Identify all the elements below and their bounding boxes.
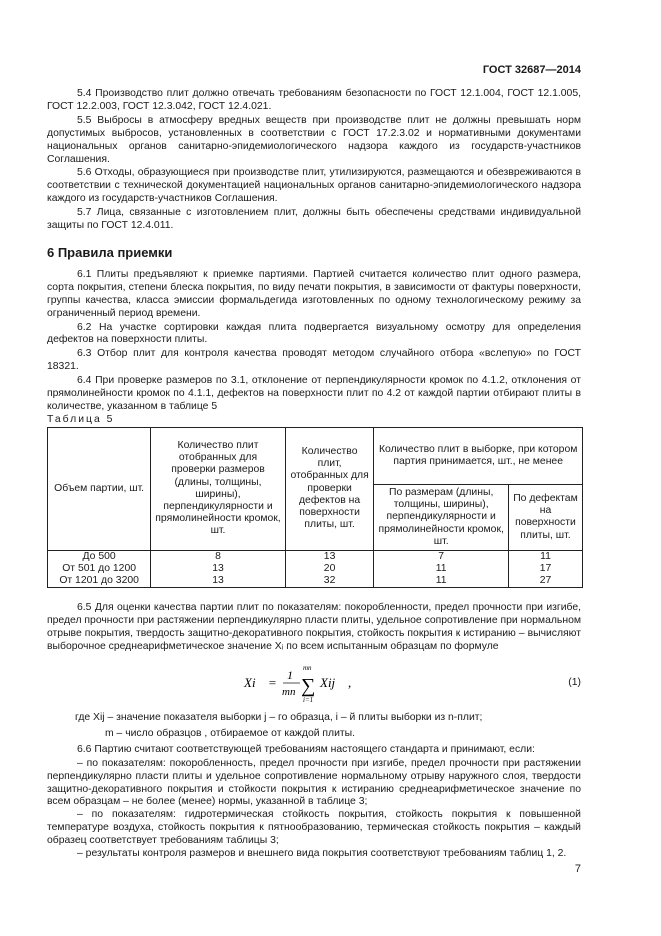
table-row bbox=[48, 563, 583, 575]
cell-lot: От 1201 до 3200 bbox=[48, 575, 151, 588]
cell-lot: От 501 до 1200 bbox=[48, 563, 151, 575]
paragraph-6-1: 6.1 Плиты предъявляют к приемке партиями. Партией считается количество плит одного размера, сорта покрытия, степени блеска покрытия, по виду печати покрытия, в зависимости от фактуры поверхности, группы качества, класса эмиссии формальдегида изготовленных по одному технологическому режиму за ограниченный период времени. bbox=[47, 268, 581, 319]
paragraph-5-7: 5.7 Лица, связанные с изготовлением плит, должны быть обеспечены средствами индивидуальной защиты по ГОСТ 12.4.011. bbox=[47, 207, 581, 232]
cell-acc-sizes: 11 bbox=[374, 563, 509, 575]
table-caption: Таблица 5 bbox=[47, 413, 115, 425]
header-lot-size: Объем партии, шт. bbox=[48, 427, 151, 550]
paragraph-6-2: 6.2 На участке сортировки каждая плита подвергается визуальному осмотру для определения дефектов на поверхности плиты. bbox=[47, 321, 581, 346]
table-row bbox=[48, 550, 583, 563]
formula-equals: = bbox=[268, 674, 277, 690]
header-accept-sizes: По размерам (длины, толщины, ширины), перпендикулярности и прямолинейности кромок, шт. bbox=[374, 485, 509, 551]
paragraph-5-4: 5.4 Производство плит должно отвечать требованиям безопасности по ГОСТ 12.1.004, ГОСТ 12.1.005, ГОСТ 12.2.003, ГОСТ 12.3.042, ГОСТ 12.4.021. bbox=[47, 88, 581, 112]
formula-1 bbox=[47, 658, 581, 710]
sum-lower-limit: i=1 bbox=[303, 695, 314, 704]
cell-acc-sizes: 7 bbox=[374, 550, 509, 563]
document-code: ГОСТ 32687—2014 bbox=[482, 64, 581, 76]
cell-defects: 20 bbox=[285, 563, 374, 575]
formula-denominator: mn bbox=[282, 685, 296, 698]
cell-acc-defects: 27 bbox=[508, 575, 582, 588]
cell-selected: 8 bbox=[151, 550, 286, 563]
paragraph-5-6: 5.6 Отходы, образующиеся при производстве плит, утилизируются, размещаются и обезвреживаются в соответствии с технической документацией национальных органов санитарно-эпидемиологического надзора каждого из государств-участников Соглашения. bbox=[47, 167, 581, 205]
paragraph-6-5: 6.5 Для оценки качества партии плит по показателям: покоробленности, предел прочности при изгибе, предел прочности при растяжении перпендикулярно пласти плиты, удельное сопротивление при нормальном отрыве покрытия, твердость защитно-декоративного покрытия, стойкость покрытия к истиранию – вычисляют выборочное среднеарифметическое значение Xᵢ по всем испытанным образцам по формуле bbox=[47, 602, 581, 653]
formula-expression bbox=[242, 662, 392, 710]
paragraph-5-5: 5.5 Выбросы в атмосферу вредных веществ при производстве плит не должны превышать норм допустимых выбросов, установленных в соответствии с ГОСТ 17.2.3.02 и нормативными документами национальных органов санитарно-эпидемиологического надзора каждого из государств-участников Соглашения. bbox=[47, 114, 581, 165]
paragraph-6-4: 6.4 При проверке размеров по 3.1, отклонение от перпендикулярности кромок по 4.1.2, отклонения от прямолинейности кромок по 4.1.1, дефектов на поверхности плит по 4.2 от каждой партии отбирают плиты в количестве, указанном в таблице 5 bbox=[47, 375, 581, 412]
paragraph-6-6: 6.6 Партию считают соответствующей требованиям настоящего стандарта и принимают, если: bbox=[77, 743, 535, 755]
list-item: – по показателям: покоробленность, предел прочности при изгибе, предел прочности при растяжении перпендикулярно пласти плиты и удельное сопротивление нормальному отрыву наружного слоя, твердости защитно-декоративного покрытия и стойкости покрытия к истиранию среднеарифметическое значение по всем образцам – не более (менее) нормы, указанной в таблице 3; bbox=[47, 757, 581, 808]
cell-acc-sizes: 11 bbox=[374, 575, 509, 588]
formula-term: Xij bbox=[320, 674, 336, 690]
cell-lot: До 500 bbox=[48, 550, 151, 563]
sum-upper-limit: mn bbox=[303, 663, 312, 672]
paragraph-6-3: 6.3 Отбор плит для контроля качества проводят методом случайного отбора «вслепую» по ГОСТ 18321. bbox=[47, 348, 581, 373]
formula-lhs: Xi bbox=[244, 674, 256, 690]
cell-selected: 13 bbox=[151, 575, 286, 588]
list-item: – по показателям: гидротермическая стойкость покрытия, стойкость покрытия к повышенной температуре воздуха, стойкость покрытия к пятнообразованию, термическая стойкость покрытия – каждый образец соответствует требованиям таблицы 3; bbox=[47, 809, 581, 847]
formula-comma: , bbox=[348, 674, 352, 690]
page-content bbox=[47, 88, 581, 861]
cell-acc-defects: 17 bbox=[508, 563, 582, 575]
table-5 bbox=[47, 427, 583, 589]
list-item: – результаты контроля размеров и внешнего вида покрытия соответствуют требованиям таблиц 1, 2. bbox=[77, 848, 567, 860]
header-accept-count: Количество плит в выборке, при котором партия принимается, шт., не менее bbox=[374, 427, 583, 484]
formula-numerator: 1 bbox=[287, 667, 293, 682]
cell-defects: 13 bbox=[285, 550, 374, 563]
cell-defects: 32 bbox=[285, 575, 374, 588]
header-defect-count: Количество плит, отобранных для проверки дефектов на поверхности плиты, шт. bbox=[285, 427, 374, 550]
header-selected-count: Количество плит отобранных для проверки размеров (длины, толщины, ширины), перпендикулярности и прямолинейности кромок, шт. bbox=[151, 427, 286, 550]
section-heading: 6 Правила приемки bbox=[47, 244, 173, 260]
sum-sign: ∑ bbox=[301, 674, 316, 697]
table-row bbox=[48, 575, 583, 588]
formula-number: (1) bbox=[568, 676, 581, 688]
formula-where-2: m – число образцов , отбираемое от каждой плиты. bbox=[105, 727, 356, 739]
header-accept-defects: По дефектам на поверхности плиты, шт. bbox=[508, 485, 582, 551]
page-number: 7 bbox=[574, 863, 581, 875]
formula-where-1: где Xij – значение показателя выборки j – го образца, i – й плиты выборки из n-плит; bbox=[75, 711, 483, 723]
cell-acc-defects: 11 bbox=[508, 550, 582, 563]
cell-selected: 13 bbox=[151, 563, 286, 575]
